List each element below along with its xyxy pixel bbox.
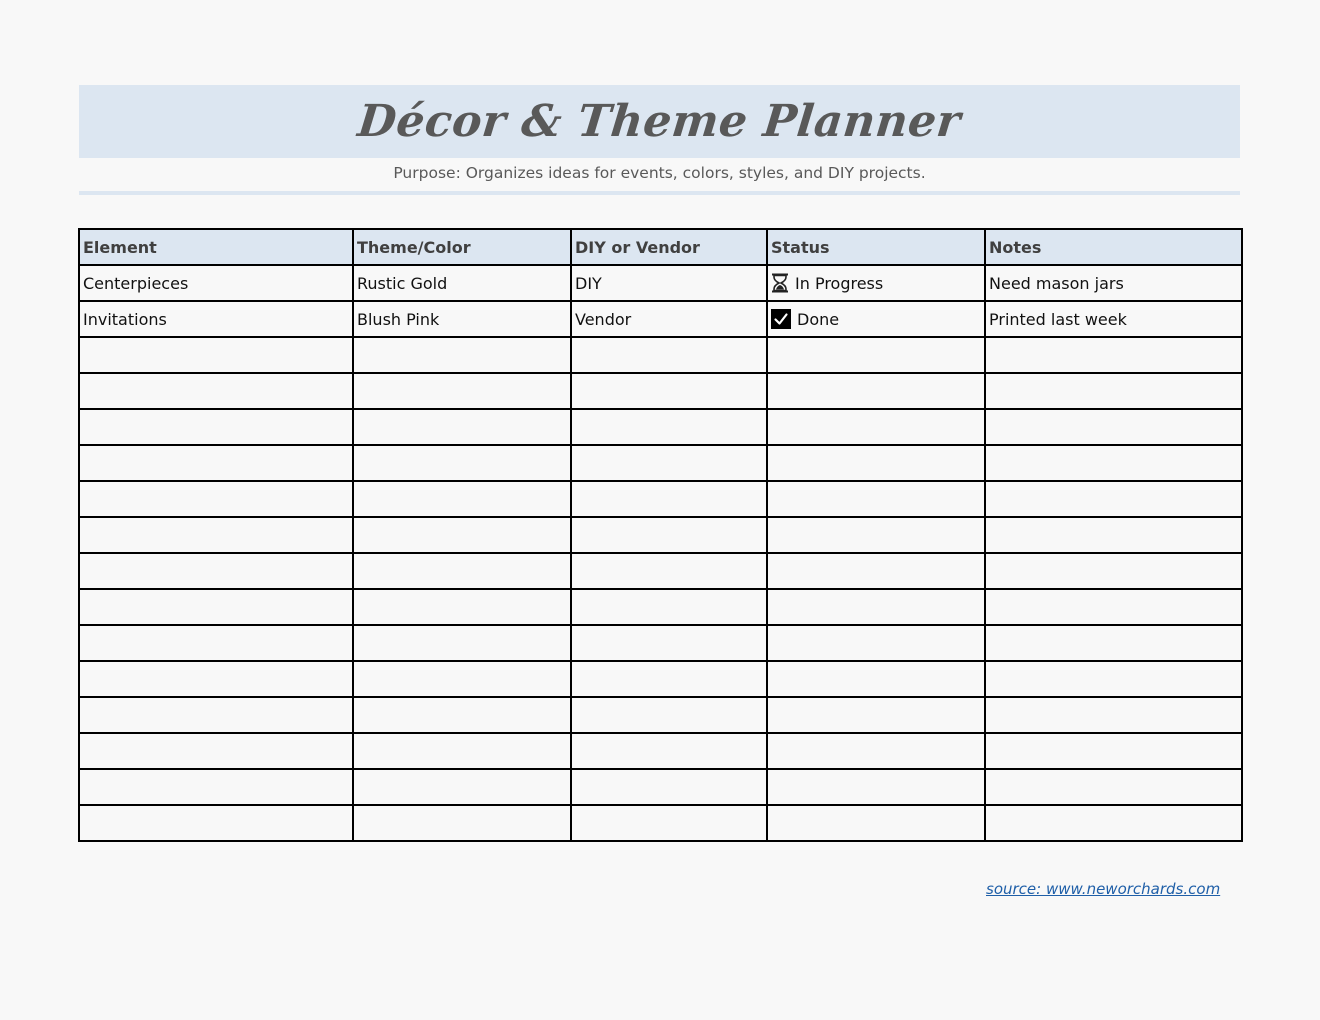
checkbox-checked-icon [771, 309, 791, 329]
cell-theme-color[interactable] [353, 697, 571, 733]
subtitle-divider [79, 191, 1240, 195]
cell-theme-color[interactable] [353, 517, 571, 553]
cell-status[interactable] [767, 769, 985, 805]
cell-element[interactable] [79, 805, 353, 841]
cell-status[interactable] [767, 733, 985, 769]
cell-status[interactable] [767, 337, 985, 373]
page-title: Décor & Theme Planner [355, 96, 964, 147]
cell-element[interactable] [79, 589, 353, 625]
cell-theme-color[interactable] [353, 733, 571, 769]
cell-diy-or-vendor[interactable] [571, 373, 767, 409]
cell-status[interactable] [767, 661, 985, 697]
cell-status[interactable] [767, 589, 985, 625]
column-header-diy-or-vendor: DIY or Vendor [571, 229, 767, 265]
cell-status[interactable] [767, 481, 985, 517]
cell-element[interactable] [79, 373, 353, 409]
cell-element[interactable] [79, 337, 353, 373]
cell-element[interactable] [79, 769, 353, 805]
table-row-empty [79, 481, 1242, 517]
hourglass-icon [771, 273, 789, 293]
cell-status[interactable] [767, 409, 985, 445]
cell-theme-color[interactable] [353, 337, 571, 373]
cell-notes[interactable] [985, 697, 1242, 733]
table-row-empty [79, 625, 1242, 661]
cell-theme-color[interactable] [353, 373, 571, 409]
cell-diy-or-vendor[interactable] [571, 625, 767, 661]
cell-element[interactable] [79, 625, 353, 661]
cell-element[interactable]: Invitations [79, 301, 353, 337]
cell-theme-color[interactable] [353, 805, 571, 841]
column-header-notes: Notes [985, 229, 1242, 265]
table-row-empty [79, 733, 1242, 769]
table-row [79, 265, 1242, 301]
cell-element[interactable] [79, 445, 353, 481]
cell-notes[interactable] [985, 625, 1242, 661]
cell-notes[interactable] [985, 589, 1242, 625]
table-row-empty [79, 661, 1242, 697]
cell-theme-color[interactable]: Rustic Gold [353, 265, 571, 301]
cell-notes[interactable] [985, 481, 1242, 517]
cell-diy-or-vendor[interactable] [571, 337, 767, 373]
cell-notes[interactable] [985, 373, 1242, 409]
cell-diy-or-vendor[interactable] [571, 805, 767, 841]
status-label: In Progress [795, 273, 884, 293]
cell-notes[interactable] [985, 409, 1242, 445]
source-link[interactable]: source: www.neworchards.com [986, 880, 1221, 898]
column-header-status: Status [767, 229, 985, 265]
table-row-empty [79, 517, 1242, 553]
cell-notes[interactable] [985, 733, 1242, 769]
cell-diy-or-vendor[interactable] [571, 517, 767, 553]
cell-notes[interactable] [985, 337, 1242, 373]
table-row-empty [79, 805, 1242, 841]
cell-diy-or-vendor[interactable] [571, 733, 767, 769]
cell-element[interactable] [79, 481, 353, 517]
cell-status[interactable] [767, 553, 985, 589]
cell-diy-or-vendor[interactable] [571, 409, 767, 445]
table-header-row [79, 229, 1242, 265]
cell-status[interactable] [767, 373, 985, 409]
cell-status[interactable] [767, 517, 985, 553]
cell-theme-color[interactable] [353, 409, 571, 445]
table-row-empty [79, 445, 1242, 481]
cell-theme-color[interactable] [353, 625, 571, 661]
cell-diy-or-vendor[interactable] [571, 445, 767, 481]
page-subtitle: Purpose: Organizes ideas for events, colors, styles, and DIY projects. [393, 164, 926, 182]
cell-diy-or-vendor[interactable] [571, 661, 767, 697]
cell-notes[interactable]: Need mason jars [985, 265, 1242, 301]
cell-diy-or-vendor[interactable] [571, 697, 767, 733]
cell-status[interactable] [767, 445, 985, 481]
cell-notes[interactable] [985, 661, 1242, 697]
cell-element[interactable] [79, 553, 353, 589]
cell-element[interactable] [79, 661, 353, 697]
cell-theme-color[interactable] [353, 553, 571, 589]
cell-notes[interactable] [985, 517, 1242, 553]
cell-diy-or-vendor[interactable] [571, 769, 767, 805]
cell-theme-color[interactable]: Blush Pink [353, 301, 571, 337]
cell-element[interactable] [79, 517, 353, 553]
cell-notes[interactable]: Printed last week [985, 301, 1242, 337]
table-row-empty [79, 697, 1242, 733]
table-row [79, 301, 1242, 337]
cell-status[interactable] [767, 625, 985, 661]
table-row-empty [79, 769, 1242, 805]
table-row-empty [79, 553, 1242, 589]
cell-theme-color[interactable] [353, 445, 571, 481]
cell-notes[interactable] [985, 805, 1242, 841]
cell-status[interactable] [767, 265, 985, 301]
cell-theme-color[interactable] [353, 481, 571, 517]
cell-notes[interactable] [985, 769, 1242, 805]
cell-notes[interactable] [985, 553, 1242, 589]
cell-diy-or-vendor[interactable] [571, 481, 767, 517]
cell-status[interactable] [767, 697, 985, 733]
cell-notes[interactable] [985, 445, 1242, 481]
cell-status[interactable] [767, 301, 985, 337]
cell-element[interactable]: Centerpieces [79, 265, 353, 301]
cell-diy-or-vendor[interactable]: Vendor [571, 301, 767, 337]
column-header-theme-color: Theme/Color [353, 229, 571, 265]
table-row-empty [79, 373, 1242, 409]
title-banner [79, 85, 1240, 158]
table-row-empty [79, 589, 1242, 625]
cell-diy-or-vendor[interactable] [571, 553, 767, 589]
cell-theme-color[interactable] [353, 769, 571, 805]
cell-theme-color[interactable] [353, 661, 571, 697]
cell-status[interactable] [767, 805, 985, 841]
cell-element[interactable] [79, 697, 353, 733]
cell-diy-or-vendor[interactable] [571, 589, 767, 625]
column-header-element: Element [79, 229, 353, 265]
planner-table [78, 228, 1243, 842]
table-row-empty [79, 337, 1242, 373]
cell-element[interactable] [79, 409, 353, 445]
cell-theme-color[interactable] [353, 589, 571, 625]
cell-element[interactable] [79, 733, 353, 769]
table-row-empty [79, 409, 1242, 445]
cell-diy-or-vendor[interactable]: DIY [571, 265, 767, 301]
status-label: Done [797, 309, 840, 329]
